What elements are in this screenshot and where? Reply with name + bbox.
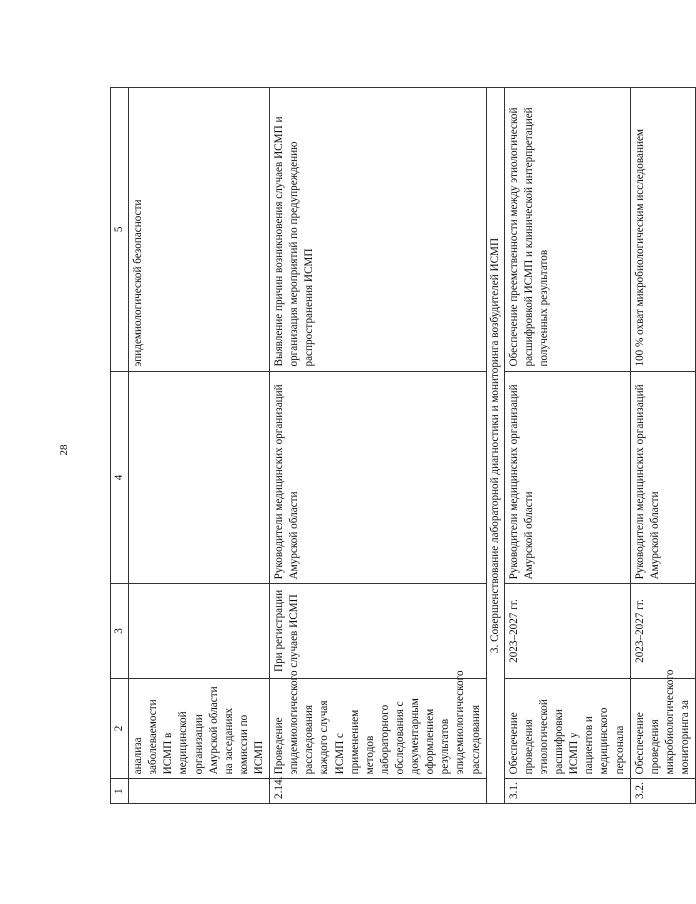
header-col-1: 1 (111, 779, 129, 804)
header-col-2: 2 (111, 678, 129, 779)
row-measure: Обеспечение проведения этиологической расшифровки ИСМП у пациентов и медицинского персонала (504, 678, 630, 779)
row-result: 100 % охват микробиологическим исследованием (630, 88, 695, 372)
row-result: Выявление причин возникновения случаев ИСМП и организация мероприятий по предупреждению распространения ИСМП (270, 88, 487, 372)
row-term: При регистрации случаев ИСМП (270, 584, 487, 678)
rotated-table (110, 87, 691, 804)
row-measure: Обеспечение проведения микробиологического мониторинга за (630, 678, 695, 779)
row-term: 2023–2027 гг. (630, 584, 695, 678)
row-term: 2023–2027 гг. (504, 584, 630, 678)
table-row (270, 88, 487, 804)
header-row (111, 88, 129, 804)
header-col-4: 4 (111, 371, 129, 584)
measures-table (110, 87, 696, 804)
table-row (504, 88, 630, 804)
row-number (129, 779, 270, 804)
row-result: Обеспечение преемственности между этиологической расшифровкой ИСМП и клинической интерпретацией полученных результатов (504, 88, 630, 372)
table-row (630, 88, 695, 804)
table-container (110, 87, 691, 804)
header-col-5: 5 (111, 88, 129, 372)
table-row (129, 88, 270, 804)
section-title: 3. Совершенствование лабораторной диагностики и мониторинга возбудителей ИСМП (486, 88, 504, 804)
page-number: 28 (58, 444, 70, 456)
row-executor: Руководители медицинских организаций Амурской области (504, 371, 630, 584)
row-measure: Проведение эпидемиологического расследования каждого случая ИСМП с применением методов лабораторного обследования с документарным оформлением результатов эпидемиологического расследования (270, 678, 487, 779)
row-executor (129, 371, 270, 584)
header-col-3: 3 (111, 584, 129, 678)
row-number: 2.14. (270, 779, 487, 804)
row-number: 3.1. (504, 779, 630, 804)
row-executor: Руководители медицинских организаций Амурской области (270, 371, 487, 584)
section-row (486, 88, 504, 804)
row-measure: анализа заболеваемости ИСМП в медицинской организации Амурской области на заседаниях комиссии по ИСМП (129, 678, 270, 779)
row-executor: Руководители медицинских организаций Амурской области (630, 371, 695, 584)
row-result: эпидемиологической безопасности (129, 88, 270, 372)
row-term (129, 584, 270, 678)
row-number: 3.2. (630, 779, 695, 804)
